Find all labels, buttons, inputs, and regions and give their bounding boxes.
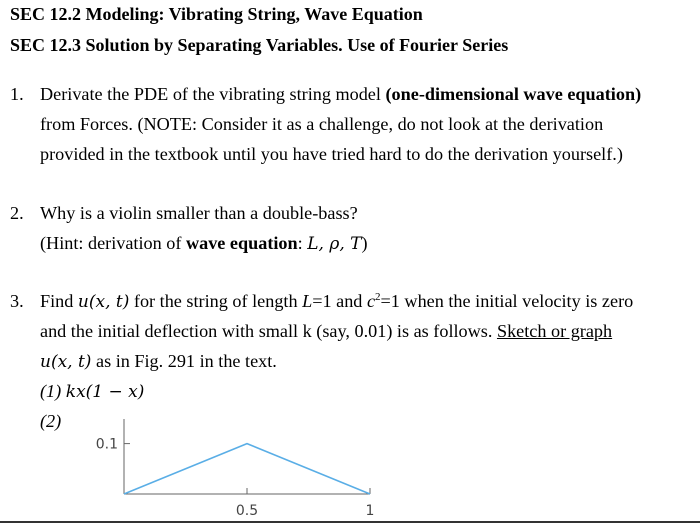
question-2-hint-colon: :: [297, 233, 308, 253]
question-2-line-1: Why is a violin smaller than a double-bass?: [40, 203, 358, 223]
question-3-length-var: L: [302, 291, 313, 311]
bottom-rule: [0, 521, 700, 523]
question-1-emphasis: (one-dimensional wave equation): [385, 84, 642, 104]
question-3-math-u-2: u(x, t): [40, 352, 92, 372]
x-tick-label: 0.5: [235, 503, 259, 519]
question-3-c-exponent: 2: [375, 290, 381, 303]
question-3-c-var: c: [366, 291, 376, 311]
question-3-math-u: u(x, t): [77, 292, 130, 312]
question-2-hint-emphasis: wave equation: [185, 233, 298, 253]
question-3-line-3: as in Fig. 291 in the text.: [91, 351, 277, 371]
sketch-or-graph-underlined: Sketch or graph: [496, 321, 613, 341]
question-1-line-3: provided in the textbook until you have tried hard to do the derivation yourself.): [40, 144, 623, 164]
question-1-number: 1.: [10, 84, 24, 104]
section-heading-12-3: SEC 12.3 Solution by Separating Variables. Use of Fourier Series: [10, 35, 509, 55]
question-3-number: 3.: [10, 291, 24, 311]
question-3-text-b: for the string of length: [129, 291, 303, 311]
question-3-text-a: Find: [40, 291, 78, 311]
question-3-text-d: =1 and: [312, 291, 367, 311]
deflection-series-line: [124, 444, 370, 494]
question-1-text-a: Derivate the PDE of the vibrating string model: [40, 84, 386, 104]
question-3-text-f: =1 when the initial velocity is zero: [380, 291, 634, 311]
question-3-line-2: and the initial deflection with small k (say, 0.01) is as follows.: [40, 321, 497, 341]
x-tick-label: 1: [365, 503, 375, 519]
question-2-hint-math: L, ρ, T: [307, 234, 362, 254]
sub-item-1-math: kx(1 − x): [65, 382, 145, 402]
question-2-hint-close: ): [361, 233, 368, 253]
question-2-hint-a: (Hint: derivation of: [40, 233, 186, 253]
section-heading-12-2: SEC 12.2 Modeling: Vibrating String, Wave Equation: [10, 4, 423, 24]
question-1-line-2: from Forces. (NOTE: Consider it as a challenge, do not look at the derivation: [40, 114, 604, 134]
y-tick-label: 0.1: [95, 436, 118, 453]
question-2-number: 2.: [10, 203, 24, 223]
sub-item-1-label: (1): [40, 381, 66, 401]
sub-item-2-label: (2): [40, 411, 62, 431]
